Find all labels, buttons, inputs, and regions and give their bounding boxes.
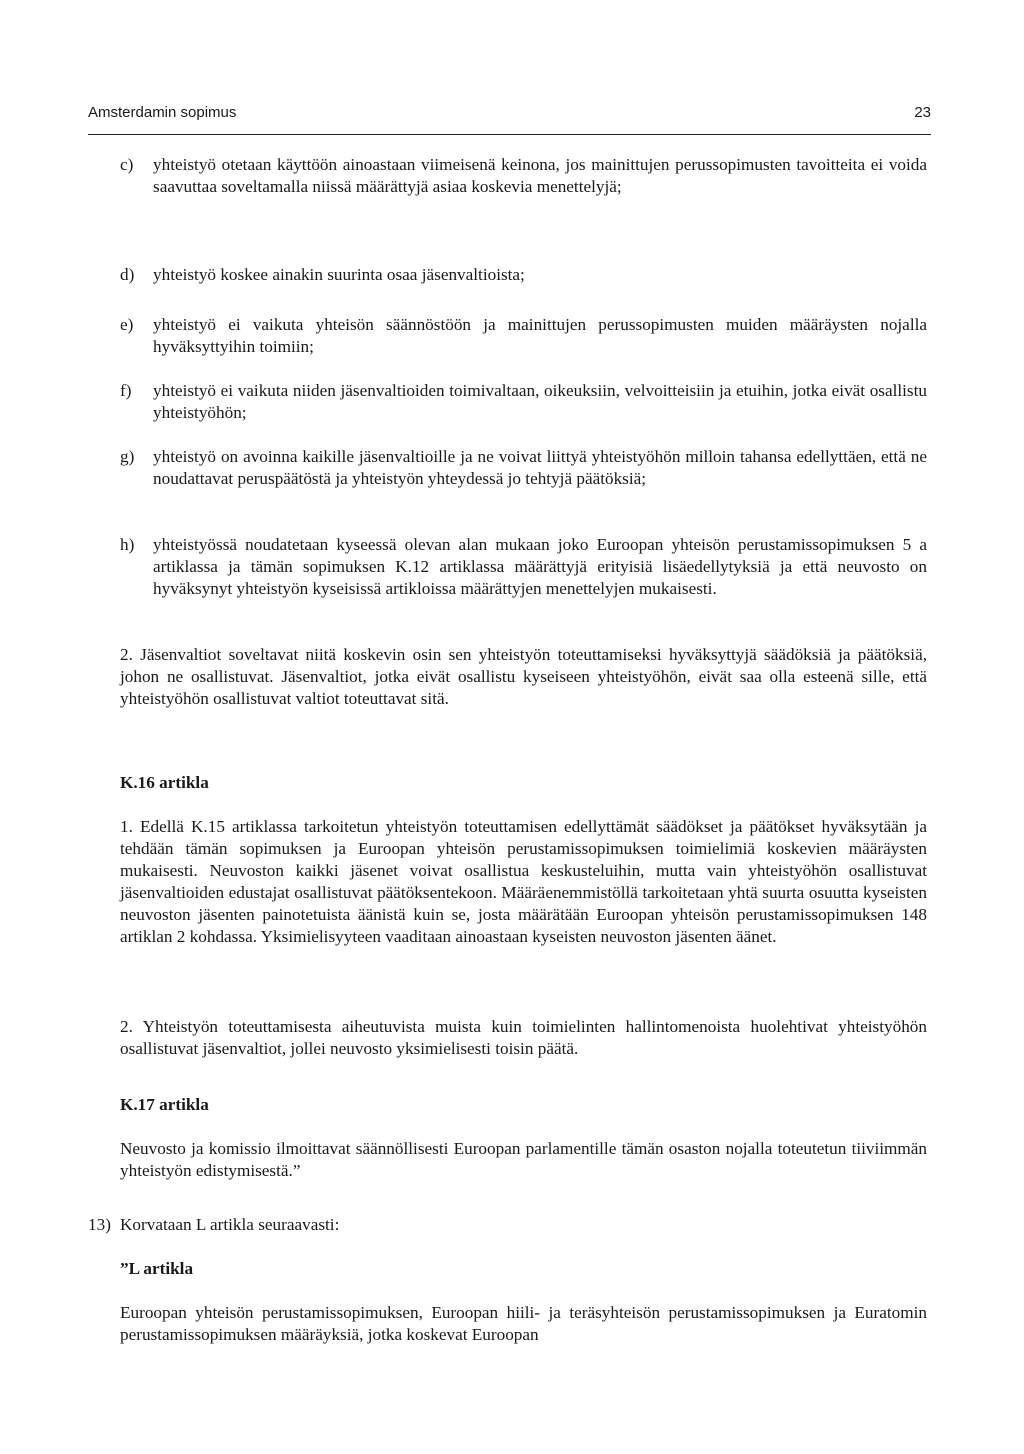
heading-k17: K.17 artikla xyxy=(120,1095,209,1114)
item-text-e: yhteistyö ei vaikuta yhteisön säännöstöön ja mainittujen perussopimusten muiden määräysten nojalla hyväksyttyihin toimiin; xyxy=(153,315,927,356)
item-text-h: yhteistyössä noudatetaan kyseessä olevan alan mukaan joko Euroopan yhteisön perustamissopimuksen 5 a artiklassa ja tämän sopimuksen K.12 artiklassa määrättyjä erityisiä lisäedellytyksiä ja että neuvosto on hyväksynyt yhteistyön kyseisissä artikloissa määrättyjen menettelyjen mukaisesti. xyxy=(153,535,927,598)
k16-paragraph-1: 1. Edellä K.15 artiklassa tarkoitetun yhteistyön toteuttamisen edellyttämät säädökset ja päätökset hyväksytään ja tehdään tämän sopimuksen ja Euroopan yhteisön perustamissopimuksen toimielimiä koskevien määräysten mukaisesti. Neuvoston kaikki jäsenet voivat osallistua keskusteluihin, mutta vain yhteistyöhön osallistuvat jäsenvaltioiden edustajat osallistuvat päätöksentekoon. Määräenemmistöllä tarkoitetaan yhtä suurta osuutta kyseisten neuvoston jäsenten painotetuista äänistä kuin se, josta määrätään Euroopan yhteisön perustamissopimuksen 148 artiklan 2 kohdassa. Yksimielisyyteen vaaditaan ainoastaan kyseisten neuvoston jäsenten äänet. xyxy=(120,817,927,946)
item-label-13: 13) xyxy=(88,1215,111,1234)
k16-paragraph-2: 2. Yhteistyön toteuttamisesta aiheutuvista muista kuin toimielinten hallintomenoista huolehtivat yhteistyöhön osallistuvat jäsenvaltiot, jollei neuvosto yksimielisesti toisin päätä. xyxy=(120,1017,927,1058)
item-text-d: yhteistyö koskee ainakin suurinta osaa jäsenvaltioista; xyxy=(153,265,525,284)
item-text-f: yhteistyö ei vaikuta niiden jäsenvaltioiden toimivaltaan, oikeuksiin, velvoitteisiin ja etuihin, jotka eivät osallistu yhteistyöhön; xyxy=(153,381,927,422)
paragraph-2: 2. Jäsenvaltiot soveltavat niitä koskevin osin sen yhteistyön toteuttamiseksi hyväksyttyjä säädöksiä ja päätöksiä, johon ne osallistuvat. Jäsenvaltiot, jotka eivät osallistu kyseiseen yhteistyöhön, eivät saa olla esteenä sille, että yhteistyöhön osallistuvat valtiot toteuttavat sitä. xyxy=(120,645,927,708)
item-text-g: yhteistyö on avoinna kaikille jäsenvaltioille ja ne voivat liittyä yhteistyöhön milloin tahansa edellyttäen, että ne noudattavat peruspäätöstä ja yhteistyön yhteydessä jo tehtyjä päätöksiä; xyxy=(153,447,927,488)
item-label-h: h) xyxy=(120,535,135,554)
running-title: Amsterdamin sopimus xyxy=(88,104,237,121)
item-label-g: g) xyxy=(120,447,135,466)
heading-k16: K.16 artikla xyxy=(120,773,209,792)
page-number: 23 xyxy=(914,104,931,121)
item-label-f: f) xyxy=(120,381,132,400)
item-text-13: Korvataan L artikla seuraavasti: xyxy=(120,1215,340,1234)
k17-paragraph-1: Neuvosto ja komissio ilmoittavat säännöllisesti Euroopan parlamentille tämän osaston nojalla toteutetun tiiviimmän yhteistyön edistymisestä.” xyxy=(120,1139,927,1180)
heading-l-article: ”L artikla xyxy=(120,1259,194,1278)
item-label-d: d) xyxy=(120,265,135,284)
l-article-paragraph-1: Euroopan yhteisön perustamissopimuksen, Euroopan hiili- ja teräsyhteisön perustamissopimuksen ja Euratomin perustamissopimuksen määräyksiä, jotka koskevat Euroopan xyxy=(120,1303,927,1344)
item-label-e: e) xyxy=(120,315,134,334)
page-header xyxy=(88,100,931,135)
item-label-c: c) xyxy=(120,155,134,174)
item-text-c: yhteistyö otetaan käyttöön ainoastaan viimeisenä keinona, jos mainittujen perussopimusten tavoitteita ei voida saavuttaa soveltamalla niissä määrättyjä asiaa koskevia menettelyjä; xyxy=(153,155,927,196)
